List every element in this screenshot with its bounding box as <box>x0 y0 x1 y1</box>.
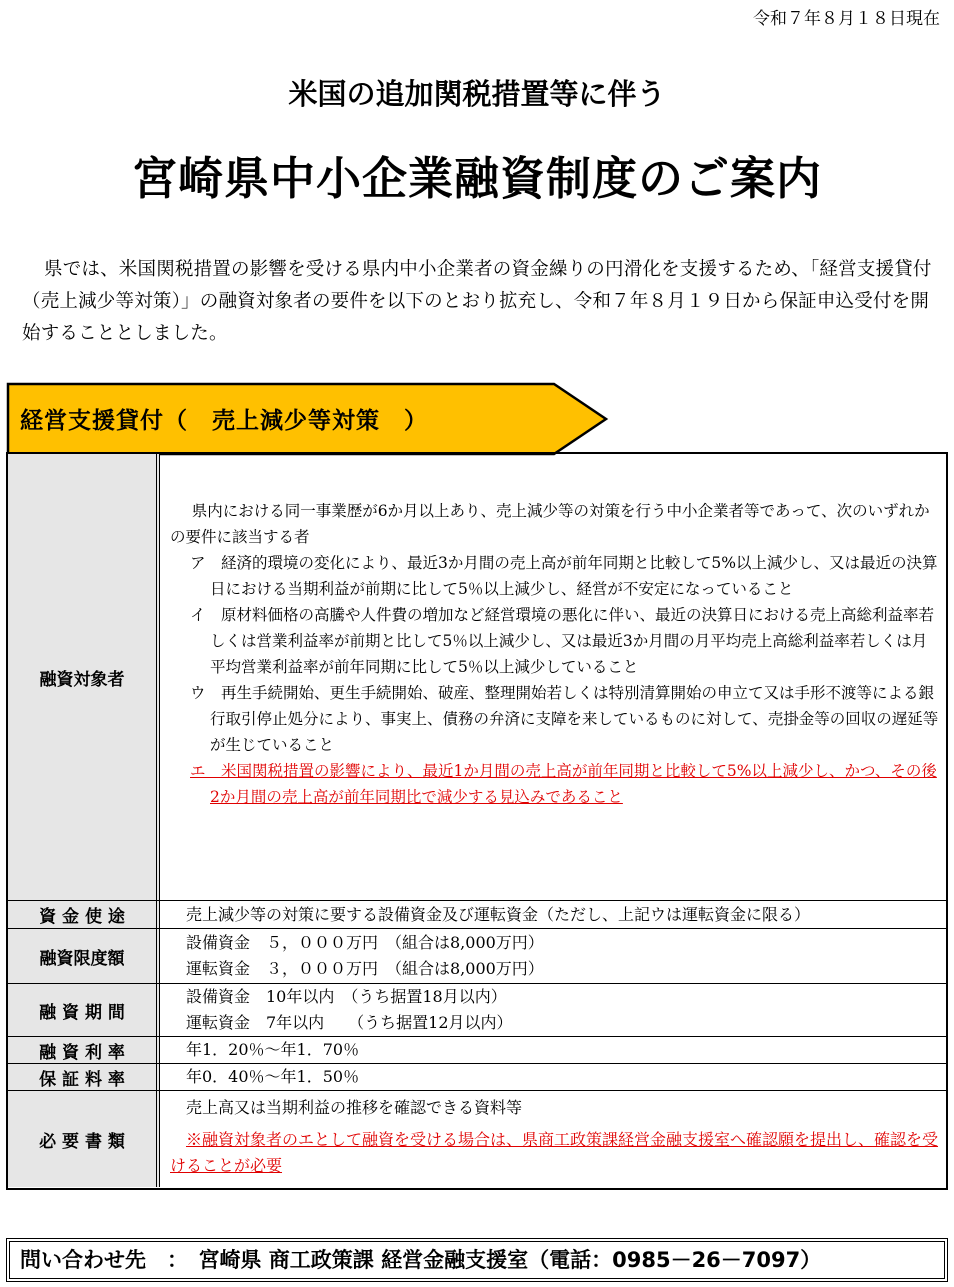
eligibility-item-e: エ 米国関税措置の影響により、最近1か月間の売上高が前年同期と比較して5%以上減少し、かつ、その後2か月間の売上高が前年同期比で減少する見込みであること <box>190 762 937 806</box>
label-use: 資 金 使 途 <box>8 901 160 928</box>
subtitle: 米国の追加関税措置等に伴う <box>288 77 666 111</box>
intro-text: 県では、米国関税措置の影響を受ける県内中小企業者の資金繰りの円滑化を支援するため、「経営支援貸付（売上減少等対策）」の融資対象者の要件を以下のとおり拡充し、令和７年８月１９日から保証申込受付を開始することとしました。 <box>22 259 932 344</box>
period-value <box>160 984 946 1036</box>
docs-main: 売上高又は当期利益の推移を確認できる資料等 <box>186 1098 523 1117</box>
banner-title: 経営支援貸付（ 売上減少等対策 ） <box>20 408 428 434</box>
eligibility-content <box>160 454 946 900</box>
eligibility-item-a: ア 経済的環境の変化により、最近3か月間の売上高が前年同期と比較して5%以上減少し、又は最近の決算日における当期利益が前期に比して5％以上減少し、経営が不安定になっていること <box>190 554 938 598</box>
limit-operating: 運転資金 ３，０００万円 （組合は8,000万円） <box>186 959 544 978</box>
label-limit: 融資限度額 <box>8 929 160 983</box>
docs-value <box>160 1091 946 1187</box>
use-value: 売上減少等の対策に要する設備資金及び運転資金（ただし、上記ウは運転資金に限る） <box>186 904 811 924</box>
row-use <box>8 901 946 929</box>
row-rate <box>8 1037 946 1064</box>
page-title: 宮崎県中小企業融資制度のご案内 <box>131 152 822 205</box>
row-period <box>8 984 946 1037</box>
eligibility-item-i: イ 原材料価格の高騰や人件費の増加など経営環境の悪化に伴い、最近の決算日における売上高総利益率若しくは営業利益率が前期と比して5％以上減少し、又は最近3か月間の月平均売上高総利益率若しくは月平均営業利益率が前年同期に比して5％以上減少していること <box>190 606 935 676</box>
label-period: 融 資 期 間 <box>8 984 160 1036</box>
rate-value: 年1．20％～年1．70％ <box>186 1040 360 1059</box>
period-equipment: 設備資金 10年以内 （うち据置18月以内） <box>186 987 507 1006</box>
row-docs <box>8 1091 946 1187</box>
eligibility-item-u: ウ 再生手続開始、更生手続開始、破産、整理開始若しくは特別清算開始の申立て又は手形不渡等による銀行取引停止処分により、事実上、債務の弁済に支障を来しているものに対して、売掛金等の回収の遅延等が生じていること <box>190 684 939 754</box>
docs-note: ※融資対象者のエとして融資を受ける場合は、県商工政策課経営金融支援室へ確認願を提出し、確認を受けることが必要 <box>170 1130 939 1175</box>
label-docs: 必 要 書 類 <box>8 1091 160 1187</box>
contact-box: 問い合わせ先 ： 宮崎県 商工政策課 経営金融支援室（電話：0985－26－7097） <box>6 1238 948 1282</box>
label-eligibility: 融資対象者 <box>8 454 160 900</box>
limit-value <box>160 929 946 983</box>
row-eligibility <box>8 454 946 901</box>
intro-paragraph <box>22 254 940 350</box>
period-operating: 運転資金 7年以内 （うち据置12月以内） <box>186 1013 513 1032</box>
section-banner <box>6 382 610 456</box>
eligibility-lead: 県内における同一事業歴が6か月以上あり、売上減少等の対策を行う中小企業者等であって、次のいずれかの要件に該当する者 <box>170 502 930 546</box>
fee-value: 年0．40％～年1．50％ <box>186 1067 360 1086</box>
label-fee: 保 証 料 率 <box>8 1064 160 1090</box>
date-stamp: 令和７年８月１８日現在 <box>753 9 940 29</box>
row-limit <box>8 929 946 984</box>
label-rate: 融 資 利 率 <box>8 1037 160 1063</box>
loan-terms-table <box>6 452 948 1190</box>
limit-equipment: 設備資金 ５，０００万円 （組合は8,000万円） <box>186 933 544 952</box>
row-fee <box>8 1064 946 1091</box>
